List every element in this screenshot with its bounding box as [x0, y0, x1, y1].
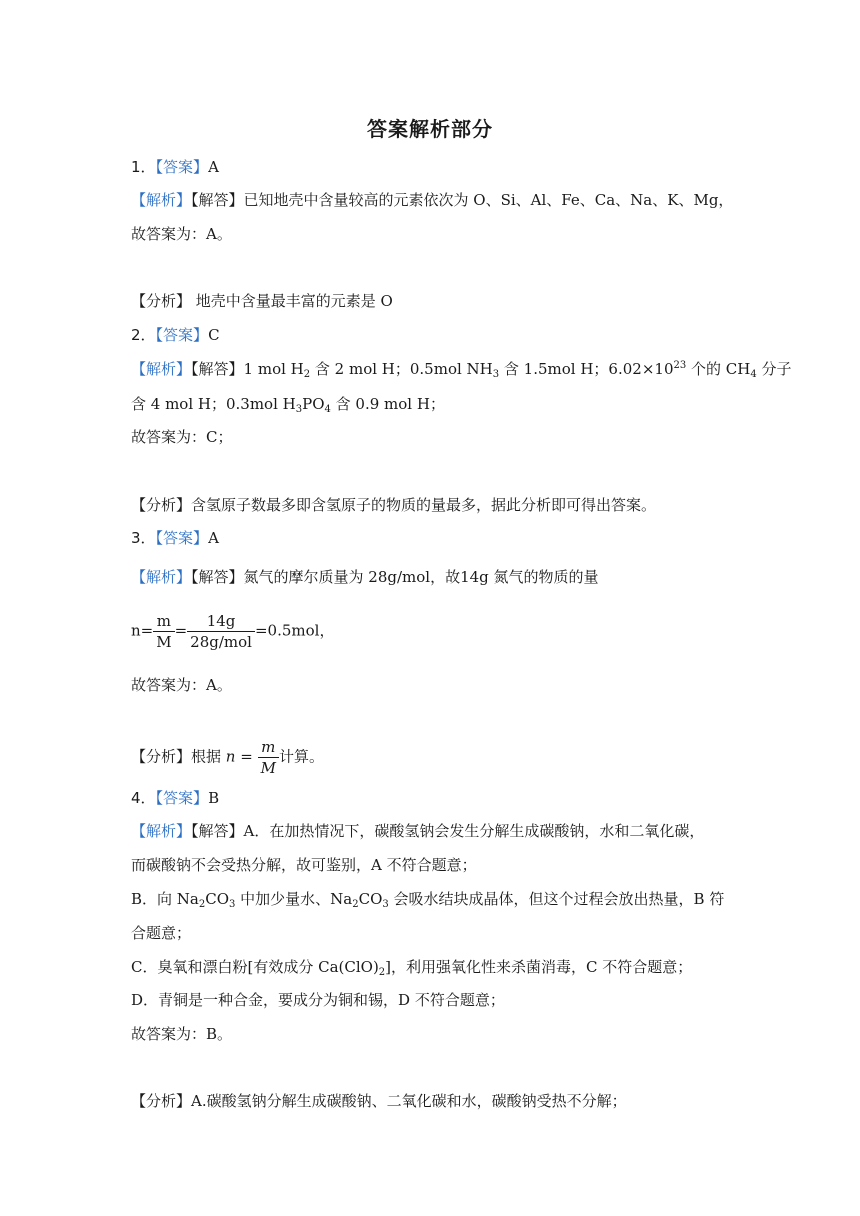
q2-analysis-line [131, 494, 656, 516]
explanation-label: 【解析】 [131, 360, 192, 378]
analysis-label: 【分析】 [131, 292, 192, 310]
q1-number: 1． [131, 158, 156, 176]
q3-analysis-line: 【分析】根据 n = $\frac{m}{M}$ 计算。 [131, 738, 324, 777]
analysis-label: 【分析】 [131, 496, 192, 514]
solve-label: 【解答】 [191, 191, 244, 209]
q1-analysis-text: 地壳中含量最丰富的元素是 O [191, 292, 393, 310]
explanation-label: 【解析】 [131, 191, 192, 209]
q2-number: 2． [131, 326, 156, 344]
q4-option-d: D．青铜是一种合金，要成分为铜和锡，D 不符合题意； [131, 991, 505, 1009]
answer-label: 【答案】 [155, 326, 209, 344]
q4-option-a-text: A．在加热情况下，碳酸氢钠会发生分解生成碳酸钠，水和二氧化碳， [243, 822, 705, 840]
q4-option-c: C．臭氧和漂白粉[有效成分 $Ca(ClO)_2$]，利用强氧化性来杀菌消毒，C 不符合题意； [131, 958, 693, 978]
q2-conclusion: 故答案为：C； [131, 428, 233, 446]
q2-answer: C [208, 326, 220, 344]
q2-answer-line [131, 324, 220, 346]
q3-explanation-text: 氮气的摩尔质量为 28g/mol，故14g 氮气的物质的量 [243, 568, 599, 586]
answer-label: 【答案】 [155, 158, 209, 176]
analysis-label: 【分析】 [131, 747, 192, 766]
q1-explanation-text: 已知地壳中含量较高的元素依次为 O、Si、Al、Fe、Ca、Na、K、Mg， [243, 191, 734, 209]
q1-explanation-line2: 故答案为：A。 [131, 225, 232, 243]
q1-answer-line [131, 156, 219, 178]
page-title: 答案解析部分 [367, 117, 493, 141]
fraction-14g-over-28g: $\frac{14g}{\text{28g/mol}}$ [187, 611, 255, 652]
q3-explanation-line1 [131, 566, 599, 588]
q3-conclusion: 故答案为：A。 [131, 676, 232, 694]
answer-label: 【答案】 [155, 529, 209, 547]
q4-option-b: B．向 $Na_2CO_3$ 中加少量水、$Na_2CO_3$ 会吸水结块成晶体，但这个过程会放出热量，B 符 [131, 890, 725, 910]
solve-label: 【解答】 [191, 360, 244, 378]
q3-equation: n= $\frac{m}{M}$ = $\frac{14g}{\text{28g/mol}}$ =0.5mol， [131, 612, 335, 651]
q1-analysis-line [131, 290, 393, 312]
q3-number: 3． [131, 529, 156, 547]
q4-analysis-text: A.碳酸氢钠分解生成碳酸钠、二氧化碳和水，碳酸钠受热不分解； [191, 1092, 627, 1110]
analysis-label: 【分析】 [131, 1092, 192, 1110]
fraction-m-over-M: $\frac{m}{M}$ [153, 611, 174, 652]
q2-explanation-line2: 含 4 mol H；0.3mol $H_3PO_4$ 含 0.9 mol H； [131, 395, 445, 415]
q3-answer-line [131, 527, 219, 549]
q2-analysis-text: 含氢原子数最多即含氢原子的物质的量最多，据此分析即可得出答案。 [191, 496, 657, 514]
q3-analysis-suffix: 计算。 [278, 747, 324, 766]
q4-number: 4． [131, 789, 156, 807]
q3-answer: A [208, 529, 219, 547]
q4-option-b-cont: 合题意； [131, 924, 192, 942]
solve-label: 【解答】 [191, 822, 244, 840]
q3-analysis-prefix: 根据 [191, 747, 222, 766]
q4-explanation-line1 [131, 820, 704, 842]
q4-answer: B [208, 789, 220, 807]
answer-label: 【答案】 [155, 789, 209, 807]
explanation-label: 【解析】 [131, 568, 192, 586]
q1-explanation-line1 [131, 189, 733, 211]
q2-explanation-text: 1 mol $H_2$ 含 2 mol H；0.5mol $NH_3$ 含 1.5mol H；$6.02\times 10^{23}$ 个的 $CH_4$ 分子 [243, 360, 792, 380]
q1-answer: A [208, 158, 219, 176]
q4-explanation-line2: 而碳酸钠不会受热分解，故可鉴别，A 不符合题意； [131, 856, 477, 874]
q4-conclusion: 故答案为：B。 [131, 1025, 233, 1043]
formula-n: n [221, 747, 241, 766]
fraction-m-over-M-italic: $\frac{m}{M}$ [258, 737, 279, 778]
q4-answer-line [131, 787, 219, 809]
explanation-label: 【解析】 [131, 822, 192, 840]
solve-label: 【解答】 [191, 568, 244, 586]
q4-analysis-line [131, 1090, 627, 1112]
q2-explanation-line1 [131, 358, 792, 380]
